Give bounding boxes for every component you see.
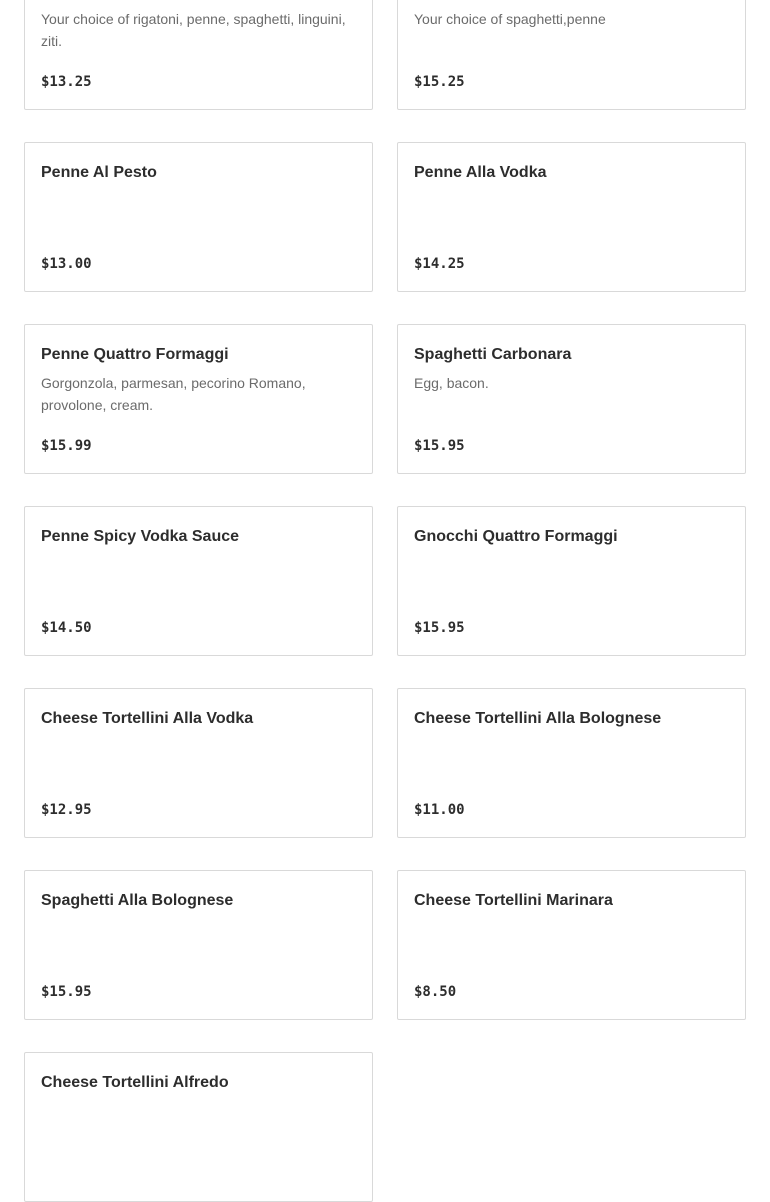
menu-item-price: $15.95 bbox=[41, 984, 92, 1000]
menu-item-description: Your choice of rigatoni, penne, spaghetti, linguini, ziti. bbox=[41, 11, 346, 49]
menu-item-name: Penne Alla Vodka bbox=[414, 164, 547, 181]
menu-item-card[interactable] bbox=[397, 324, 746, 474]
menu-item-name: Gnocchi Quattro Formaggi bbox=[414, 528, 618, 545]
menu-item-price: $11.00 bbox=[414, 802, 465, 818]
menu-item-grid bbox=[24, 0, 746, 1202]
menu-item-card[interactable] bbox=[397, 688, 746, 838]
menu-item-card[interactable] bbox=[24, 0, 373, 110]
menu-item-price: $14.25 bbox=[414, 256, 465, 272]
menu-item-price: $8.50 bbox=[414, 984, 457, 1000]
menu-item-name: Cheese Tortellini Marinara bbox=[414, 892, 613, 909]
menu-item-card[interactable] bbox=[24, 1052, 373, 1202]
menu-item-name: Cheese Tortellini Alla Vodka bbox=[41, 710, 254, 727]
menu-item-card[interactable] bbox=[24, 688, 373, 838]
menu-item-name: Penne Quattro Formaggi bbox=[41, 346, 229, 363]
menu-item-name: Cheese Tortellini Alfredo bbox=[41, 1074, 229, 1091]
menu-item-price: $12.95 bbox=[41, 802, 92, 818]
menu-item-description: Your choice of spaghetti,penne bbox=[414, 11, 606, 27]
menu-item-price: $13.25 bbox=[41, 74, 92, 90]
menu-item-card[interactable] bbox=[397, 506, 746, 656]
menu-item-name: Spaghetti Alla Bolognese bbox=[41, 892, 234, 909]
menu-item-price: $15.99 bbox=[41, 438, 92, 454]
menu-item-price: $15.95 bbox=[414, 438, 465, 454]
menu-item-price: $15.95 bbox=[414, 620, 465, 636]
menu-item-card[interactable] bbox=[397, 142, 746, 292]
menu-item-price: $14.50 bbox=[41, 620, 92, 636]
menu-item-description: Gorgonzola, parmesan, pecorino Romano, provolone, cream. bbox=[41, 375, 306, 413]
menu-item-name: Cheese Tortellini Alla Bolognese bbox=[414, 710, 662, 727]
menu-item-card[interactable] bbox=[24, 142, 373, 292]
menu-item-card[interactable] bbox=[397, 0, 746, 110]
menu-item-name: Spaghetti Carbonara bbox=[414, 346, 572, 363]
menu-item-card[interactable] bbox=[24, 506, 373, 656]
menu-item-price: $13.00 bbox=[41, 256, 92, 272]
menu-item-card[interactable] bbox=[24, 870, 373, 1020]
menu-item-description: Egg, bacon. bbox=[414, 375, 489, 391]
menu-item-price: $15.25 bbox=[414, 74, 465, 90]
menu-item-name: Penne Al Pesto bbox=[41, 164, 157, 181]
menu-item-card[interactable] bbox=[24, 324, 373, 474]
menu-item-card[interactable] bbox=[397, 870, 746, 1020]
menu-item-name: Penne Spicy Vodka Sauce bbox=[41, 528, 240, 545]
